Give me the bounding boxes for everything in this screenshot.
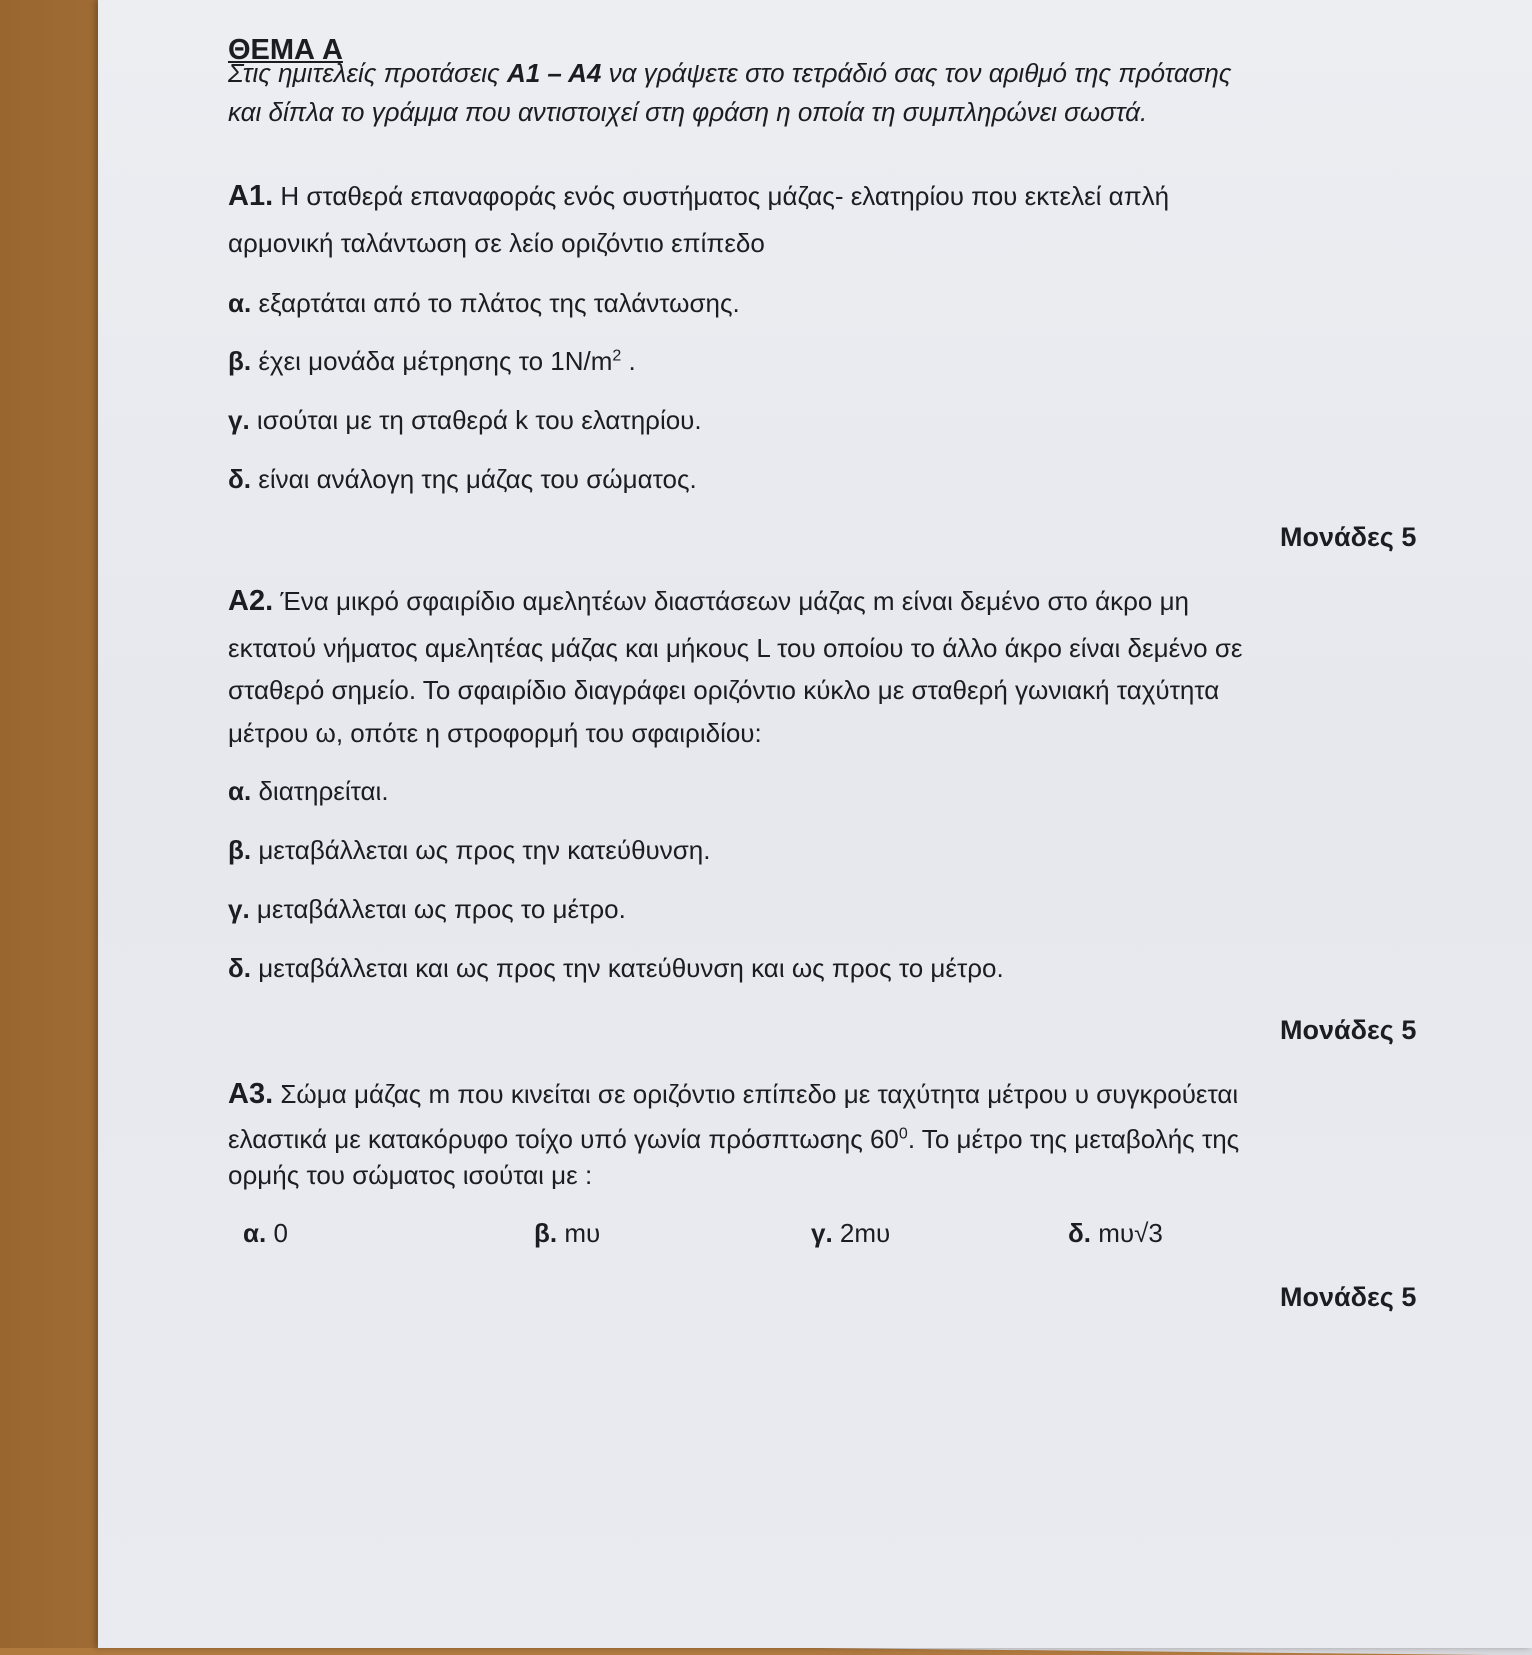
question-a1-stem: Α1. Η σταθερά επαναφοράς ενός συστήματος μάζας- ελατηρίου που εκτελεί απλή — [228, 180, 1170, 212]
a3-option-a: α. 0 — [243, 1218, 288, 1248]
a2-marks: Μονάδες 5 — [1280, 1015, 1417, 1045]
exam-page — [98, 0, 1532, 1648]
a2-option-c: γ. μεταβάλλεται ως προς το μέτρο. — [228, 894, 626, 924]
question-a2-stem-cont-1: εκτατού νήματος αμελητέας μάζας και μήκους L του οποίου το άλλο άκρο είναι δεμένο σε — [228, 633, 1243, 663]
instructions-line-1: Στις ημιτελείς προτάσεις Α1 – Α4 να γράψετε στο τετράδιό σας τον αριθμό της πρότασης — [228, 58, 1232, 88]
a3-option-c: γ. 2mυ — [811, 1218, 891, 1248]
question-a3-stem: Α3. Σώμα μάζας m που κινείται σε οριζόντιο επίπεδο με ταχύτητα μέτρου υ συγκρούεται — [228, 1078, 1239, 1110]
a1-option-b: β. έχει μονάδα μέτρησης το $1N/m^2$ . — [228, 346, 636, 376]
a2-option-a: α. διατηρείται. — [228, 776, 389, 806]
question-a2-stem-cont-2: σταθερό σημείο. Το σφαιρίδιο διαγράφει οριζόντιο κύκλο με σταθερή γωνιακή ταχύτητα — [228, 675, 1220, 705]
question-a2-stem-cont-3: μέτρου ω, οπότε η στροφορμή του σφαιριδίου: — [228, 718, 762, 748]
instructions-line-2: και δίπλα το γράμμα που αντιστοιχεί στη φράση η οποία τη συμπληρώνει σωστά. — [228, 97, 1148, 127]
a2-option-b: β. μεταβάλλεται ως προς την κατεύθυνση. — [228, 835, 711, 865]
question-a3-stem-cont-2: ορμής του σώματος ισούται με : — [228, 1160, 593, 1190]
question-a2-stem: Α2. Ένα μικρό σφαιρίδιο αμελητέων διαστάσεων μάζας m είναι δεμένο στο άκρο μη — [228, 585, 1190, 617]
question-a3-number: Α3. — [228, 1078, 274, 1110]
question-a1-number: Α1. — [228, 180, 274, 212]
a1-marks: Μονάδες 5 — [1280, 522, 1417, 552]
section-title: ΘΕΜΑ Α — [228, 34, 343, 66]
a1-option-d: δ. είναι ανάλογη της μάζας του σώματος. — [228, 464, 697, 494]
a2-option-d: δ. μεταβάλλεται και ως προς την κατεύθυνση και ως προς το μέτρο. — [228, 953, 1004, 983]
a3-marks: Μονάδες 5 — [1280, 1282, 1417, 1312]
a1-option-a: α. εξαρτάται από το πλάτος της ταλάντωσης. — [228, 288, 740, 318]
a3-option-d: δ. mυ√3 — [1068, 1218, 1163, 1248]
question-a3-stem-cont-1: ελαστικά με κατακόρυφο τοίχο υπό γωνία πρόσπτωσης $60^0$. Το μέτρο της μεταβολής της — [228, 1124, 1240, 1154]
a3-option-b: β. mυ — [534, 1218, 601, 1248]
question-a2-number: Α2. — [228, 585, 274, 617]
question-a1-stem-cont: αρμονική ταλάντωση σε λείο οριζόντιο επίπεδο — [228, 228, 765, 258]
a1-option-c: γ. ισούται με τη σταθερά k του ελατηρίου. — [228, 405, 702, 435]
